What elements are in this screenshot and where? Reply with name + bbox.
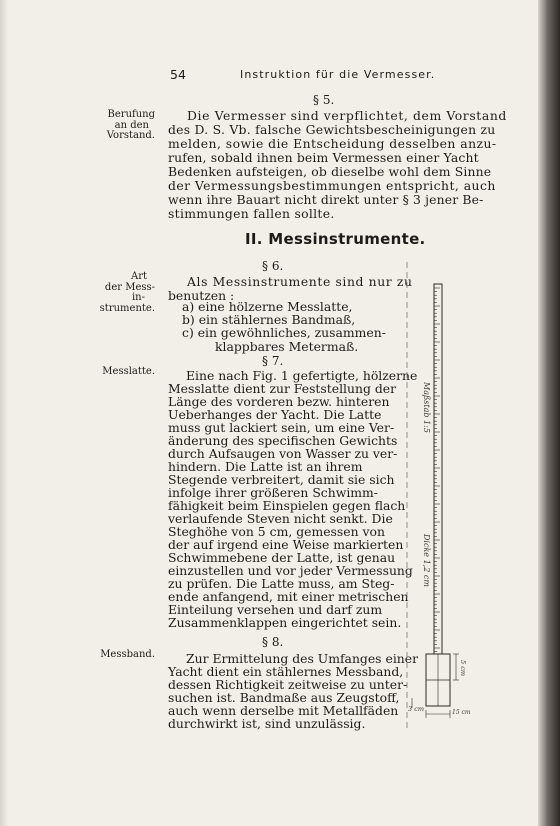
annotation-length: 15 cm [452,709,471,716]
section-8-line: suchen ist. Bandmaße aus Zeugstoff, [168,690,400,705]
messlatte-drawing [398,262,478,742]
section-7-line: änderung des specifischen Gewichts [168,433,398,448]
section-7-line: Schwimmebene der Latte, ist genau [168,550,396,565]
section-8-line: Yacht dient ein stählernes Messband, [168,664,404,679]
section-8-line: dessen Richtigkeit zeitweise zu unter- [168,677,408,692]
page-edge-shadow [0,0,8,826]
book-spine [538,0,560,826]
annotation-width: 3 cm [408,705,425,713]
section-8-line: durchwirkt ist, sind unzulässig. [168,716,366,731]
section-7-line: Länge des vorderen bezw. hinteren [168,394,390,409]
annotation-thickness: Dicke 1,2 cm [422,534,431,587]
section-8-line: Zur Ermittelung des Umfanges einer [186,651,419,666]
section-6-list-item: c) ein gewöhnliches, zusammen- [182,325,386,340]
section-6-list-item: a) eine hölzerne Messlatte, [182,299,353,314]
section-7-line: verlaufende Steven nicht senkt. Die [168,511,393,526]
section-5-line: der Vermessungsbestimmungen entspricht, auch [168,178,496,193]
section-8-line: auch wenn derselbe mit Metallfäden [168,703,399,718]
section-5-line: wenn ihre Bauart nicht direkt unter § 3 jener Be- [168,192,484,207]
messlatte-figure [398,262,478,742]
section-5-line: melden, sowie die Entscheidung desselben anzu- [168,136,497,151]
section-5-line: Bedenken aufsteigen, ob dieselbe wohl dem Sinne [168,164,492,179]
section-7-line: Einteilung versehen und darf zum [168,602,383,617]
section-5-line: des D. S. Vb. falsche Gewichtsbescheinigungen zu [168,122,496,137]
section-7-line: fähigkeit beim Einspielen gegen flach [168,498,406,513]
section-7-line: Ueberhanges der Yacht. Die Latte [168,407,382,422]
section-5-number: § 5. [313,93,335,107]
section-7-line: einzustellen und vor jeder Vermessung [168,563,413,578]
section-7-line: hindern. Die Latte ist an ihrem [168,459,363,474]
section-5-line: stimmungen fallen sollte. [168,206,335,221]
section-7-line: durch Aufsaugen von Wasser zu ver- [168,446,398,461]
section-7-line: muss gut lackiert sein, um eine Ver- [168,420,395,435]
section-5-line: Die Vermesser sind verpflichtet, dem Vorstand [187,108,507,123]
section-8-number: § 8. [262,635,284,649]
section-6-list-item: b) ein stählernes Bandmaß, [182,312,356,327]
section-7-line: Zusammenklappen eingerichtet sein. [168,615,402,630]
margin-note-art-der-messinstrumente: Art der Mess- in- strumente. [99,271,155,314]
annotation-step-height: 5 cm [459,660,467,677]
section-5-line: rufen, sobald ihnen beim Vermessen einer Yacht [168,150,479,165]
section-7-line: ende anfangend, mit einer metrischen [168,589,409,604]
section-7-line: Eine nach Fig. 1 gefertigte, hölzerne [186,368,418,383]
section-7-line: zu prüfen. Die Latte muss, am Steg- [168,576,395,591]
staff-scale [434,288,440,652]
annotation-scale: Maßstab 1:5 [422,382,431,433]
section-7-line: Messlatte dient zur Feststellung der [168,381,397,396]
section-6-line: Als Messinstrumente sind nur zu [187,274,413,289]
section-7-line: Steghöhe von 5 cm, gemessen von [168,524,385,539]
staff-outline [434,284,442,654]
margin-note-berufung: Berufung an den Vorstand. [106,109,155,141]
section-7-line: der auf irgend eine Weise markierten [168,537,404,552]
section-6-list-item: klappbares Metermaß. [215,339,359,354]
page-number: 54 [170,67,186,82]
section-7-line: infolge ihrer größeren Schwimm- [168,485,378,500]
section-7-line: Stegende verbreitert, damit sie sich [168,472,395,487]
section-6-number: § 6. [262,259,284,273]
margin-note-messband: Messband. [100,649,155,660]
section-6-line: benutzen : [168,288,235,303]
running-title: Instruktion für die Vermesser. [240,68,436,81]
section-7-number: § 7. [262,354,284,368]
margin-note-messlatte: Messlatte. [102,366,155,377]
chapter-heading: II. Messinstrumente. [245,230,426,248]
